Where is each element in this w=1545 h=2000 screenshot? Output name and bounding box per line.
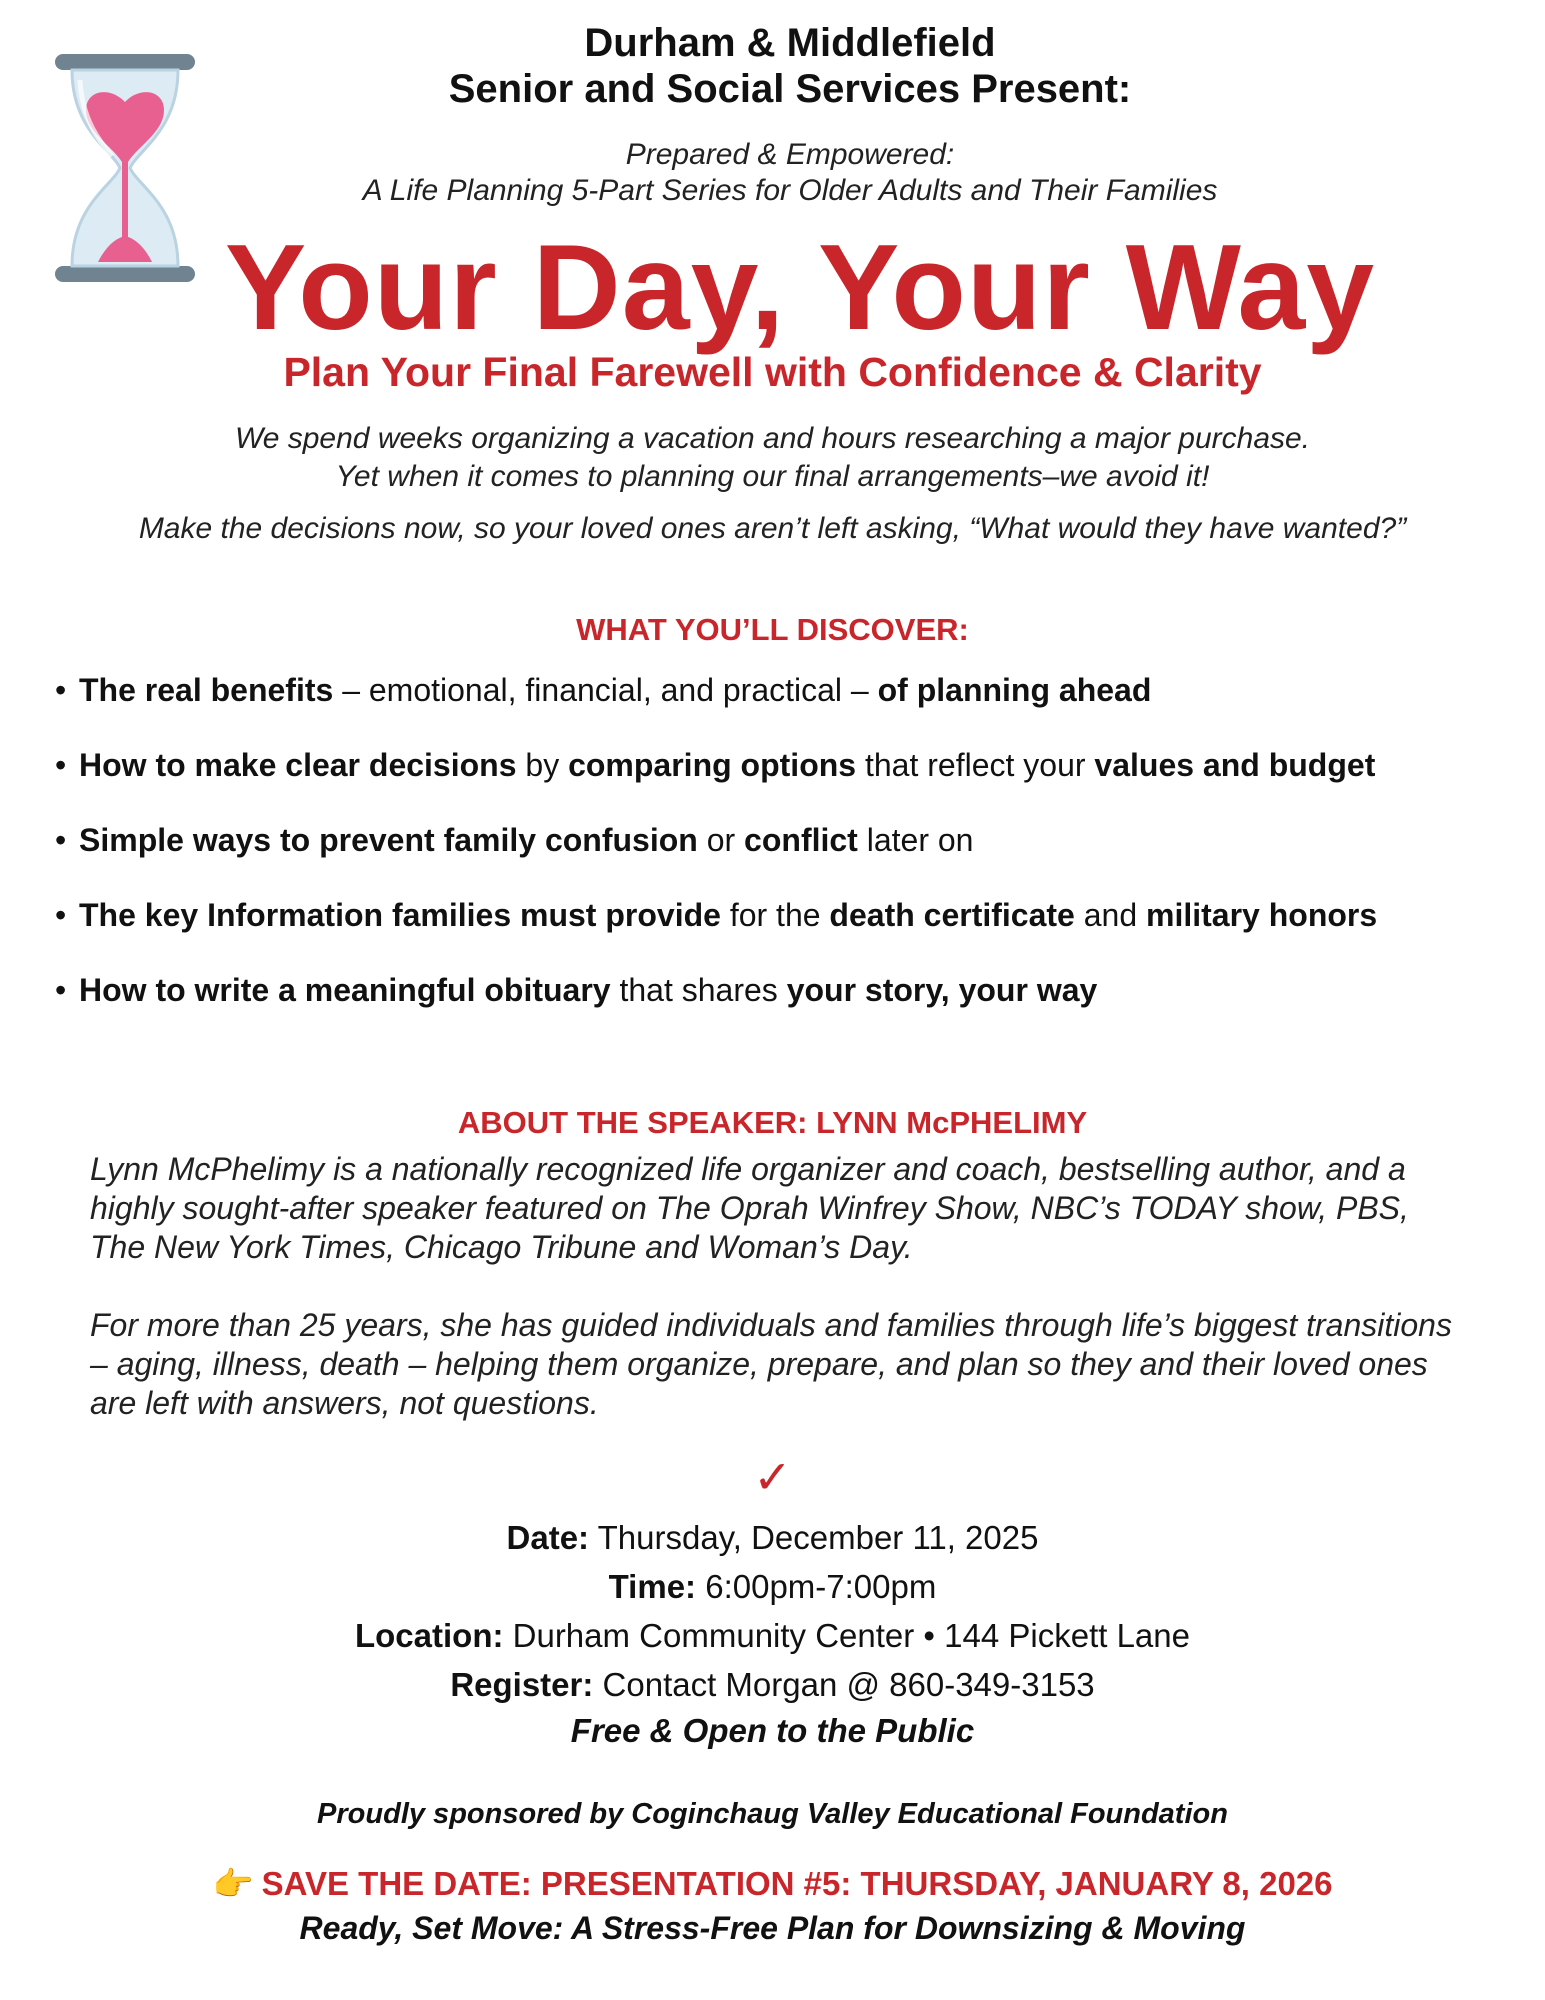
intro-line2: Yet when it comes to planning our final arrangements–we avoid it! (335, 460, 1210, 493)
series-line2: A Life Planning 5-Part Series for Older Adults and Their Families (362, 174, 1218, 207)
event-title: Your Day, Your Way (224, 219, 1376, 355)
org-line2: Senior and Social Services Present: (448, 67, 1132, 111)
org-line1: Durham & Middlefield (584, 21, 996, 65)
discover-list (55, 670, 1515, 1045)
list-item: • How to write a meaningful obituary that shares your story, your way (55, 972, 1098, 1008)
discover-heading: WHAT YOU’LL DISCOVER: (576, 612, 969, 647)
speaker-heading: ABOUT THE SPEAKER: LYNN McPHELIMY (457, 1105, 1088, 1140)
save-the-date (0, 1865, 1545, 1904)
intro-text (0, 420, 1545, 496)
series-subtitle (230, 137, 1350, 209)
sponsor-line: Proudly sponsored by Coginchaug Valley Educational Foundation (317, 1798, 1228, 1830)
list-item: • The key Information families must provide for the death certificate and military honors (55, 897, 1378, 933)
series-line1: Prepared & Empowered: (625, 138, 955, 171)
list-item: • The real benefits – emotional, financial, and practical – of planning ahead (55, 672, 1152, 708)
list-item: • Simple ways to prevent family confusion or conflict later on (55, 822, 974, 858)
speaker-bio-1: Lynn McPhelimy is a nationally recognized life organizer and coach, bestselling author, and a highly sought-after speaker featured on The Oprah Winfrey Show, NBC’s TODAY show, PBS, The New York Times, Chicago Tribune and Woman’s Day. (90, 1151, 1409, 1265)
time-line: Time: 6:00pm-7:00pm (608, 1568, 937, 1605)
free-note: Free & Open to the Public (570, 1712, 975, 1749)
location-line: Location: Durham Community Center • 144 Pickett Lane (354, 1617, 1190, 1654)
intro-line3: Make the decisions now, so your loved ones aren’t left asking, “What would they have wanted?” (138, 512, 1407, 545)
next-presentation-title: Ready, Set Move: A Stress-Free Plan for Downsizing & Moving (299, 1910, 1246, 1946)
organizer-heading (230, 20, 1350, 112)
save-the-date-text: SAVE THE DATE: PRESENTATION #5: THURSDAY, JANUARY 8, 2026 (261, 1865, 1333, 1902)
event-subtitle: Plan Your Final Farewell with Confidence & Clarity (283, 349, 1262, 395)
list-item: • How to make clear decisions by comparing options that reflect your values and budget (55, 747, 1376, 783)
pointing-hand-icon: 👉 (212, 1865, 254, 1902)
speaker-bio-2: For more than 25 years, she has guided individuals and families through life’s biggest transitions – aging, illness, death – helping them organize, prepare, and plan so they and their loved ones are left with answers, not questions. (90, 1307, 1452, 1421)
register-line: Register: Contact Morgan @ 860-349-3153 (450, 1666, 1095, 1703)
check-icon: ✓ (753, 1451, 792, 1503)
intro-line1: We spend weeks organizing a vacation and hours researching a major purchase. (234, 422, 1311, 455)
date-line: Date: Thursday, December 11, 2025 (506, 1519, 1039, 1556)
hourglass-icon (50, 50, 200, 290)
